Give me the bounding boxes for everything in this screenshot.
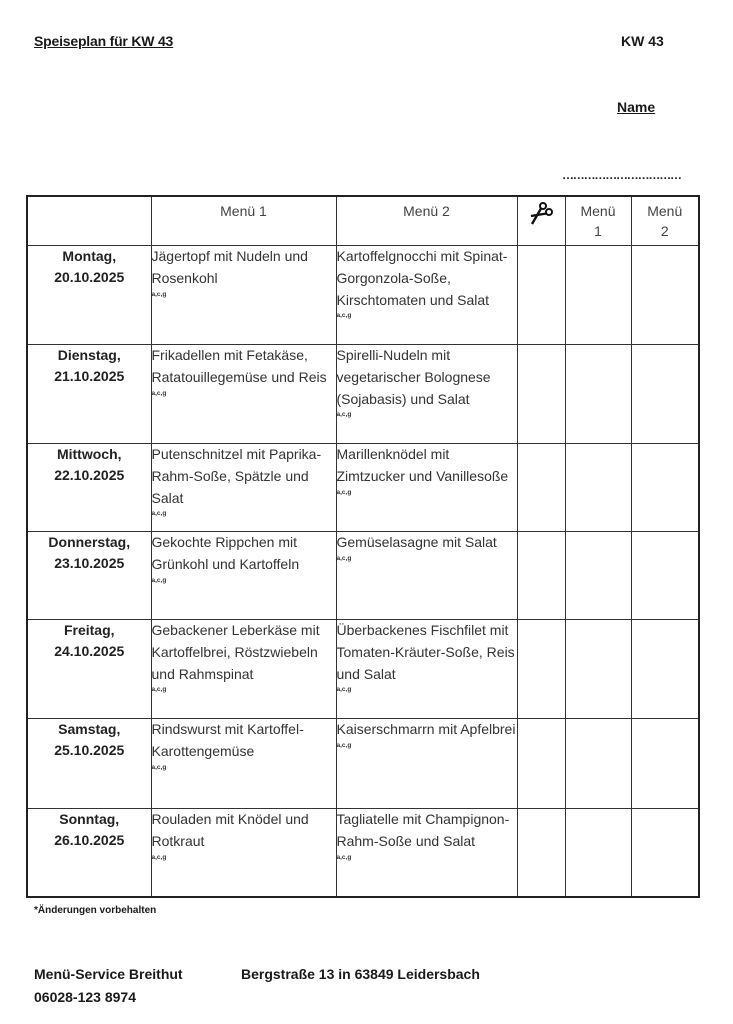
menu1-dish: Rouladen mit Knödel und Rotkraut bbox=[151, 811, 309, 849]
allergen-codes: a,c,g bbox=[336, 554, 352, 562]
day-cell: Dienstag, 21.10.2025 bbox=[27, 345, 151, 444]
allergen-codes: a,c,g bbox=[336, 853, 352, 861]
date: 23.10.2025 bbox=[54, 555, 125, 571]
table-row bbox=[27, 809, 699, 897]
menu2-cell bbox=[336, 246, 517, 345]
order-menu2-checkbox[interactable] bbox=[631, 719, 699, 809]
page-title: Speiseplan für KW 43 bbox=[34, 33, 174, 49]
menu2-cell bbox=[336, 345, 517, 444]
menu-table bbox=[26, 195, 700, 898]
allergen-codes: a,c,g bbox=[151, 853, 167, 861]
date: 26.10.2025 bbox=[54, 832, 125, 848]
allergen-codes: a,c,g bbox=[151, 686, 167, 694]
allergen-codes: a,c,g bbox=[336, 741, 352, 749]
order-menu1-checkbox[interactable] bbox=[565, 246, 631, 345]
table-row bbox=[27, 246, 699, 345]
table-row bbox=[27, 444, 699, 532]
cut-cell bbox=[517, 444, 565, 532]
menu2-cell bbox=[336, 719, 517, 809]
menu2-cell bbox=[336, 444, 517, 532]
menu2-cell bbox=[336, 532, 517, 620]
allergen-codes: a,c,g bbox=[151, 763, 167, 771]
menu2-dish: Kartoffelgnocchi mit Spinat-Gorgonzola-Soße, Kirschtomaten und Salat bbox=[336, 248, 508, 308]
menu1-dish: Frikadellen mit Fetakäse, Ratatouillegemüse und Reis bbox=[151, 347, 327, 385]
order-menu1-checkbox[interactable] bbox=[565, 532, 631, 620]
order-menu2-checkbox[interactable] bbox=[631, 246, 699, 345]
allergen-codes: a,c,g bbox=[336, 411, 352, 419]
date: 20.10.2025 bbox=[54, 269, 125, 285]
name-field-line[interactable]: …………………………… bbox=[562, 168, 681, 182]
order-menu2-checkbox[interactable] bbox=[631, 444, 699, 532]
menu2-dish: Überbackenes Fischfilet mit Tomaten-Kräuter-Soße, Reis und Salat bbox=[336, 622, 515, 682]
menu2-dish: Spirelli-Nudeln mit vegetarischer Bolognese (Sojabasis) und Salat bbox=[336, 347, 491, 407]
order-menu1-checkbox[interactable] bbox=[565, 719, 631, 809]
order-menu1-checkbox[interactable] bbox=[565, 809, 631, 897]
date: 22.10.2025 bbox=[54, 467, 125, 483]
order-menu2-checkbox[interactable] bbox=[631, 809, 699, 897]
day-cell: Samstag, 25.10.2025 bbox=[27, 719, 151, 809]
menu2-cell bbox=[336, 809, 517, 897]
week-label: KW 43 bbox=[621, 33, 664, 49]
order-menu1-checkbox[interactable] bbox=[565, 620, 631, 719]
date: 21.10.2025 bbox=[54, 368, 125, 384]
day-cell: Montag, 20.10.2025 bbox=[27, 246, 151, 345]
allergen-codes: a,c,g bbox=[336, 686, 352, 694]
menu2-dish: Marillenknödel mit Zimtzucker und Vanillesoße bbox=[336, 446, 509, 484]
table-row bbox=[27, 532, 699, 620]
header-menu2: Menü 2 bbox=[336, 196, 517, 246]
day-cell: Donnerstag, 23.10.2025 bbox=[27, 532, 151, 620]
header-row bbox=[27, 196, 699, 246]
header-day bbox=[27, 196, 151, 246]
cut-cell bbox=[517, 620, 565, 719]
menu1-dish: Gebackener Leberkäse mit Kartoffelbrei, Röstzwiebeln und Rahmspinat bbox=[151, 622, 320, 682]
company-name: Menü-Service Breithut bbox=[34, 966, 183, 982]
company-phone: 06028-123 8974 bbox=[34, 989, 136, 1005]
menu1-dish: Rindswurst mit Kartoffel-Karottengemüse bbox=[151, 721, 304, 759]
menu1-cell bbox=[151, 620, 336, 719]
cut-cell bbox=[517, 532, 565, 620]
menu1-cell bbox=[151, 809, 336, 897]
cut-cell bbox=[517, 809, 565, 897]
date: 24.10.2025 bbox=[54, 643, 125, 659]
order-menu1-checkbox[interactable] bbox=[565, 444, 631, 532]
menu1-cell bbox=[151, 345, 336, 444]
allergen-codes: a,c,g bbox=[151, 510, 167, 518]
allergen-codes: a,c,g bbox=[151, 389, 167, 397]
menu1-dish: Gekochte Rippchen mit Grünkohl und Kartoffeln bbox=[151, 534, 300, 572]
order-menu1-checkbox[interactable] bbox=[565, 345, 631, 444]
header-scissors bbox=[517, 196, 565, 246]
date: 25.10.2025 bbox=[54, 742, 125, 758]
menu2-dish: Tagliatelle mit Champignon-Rahm-Soße und Salat bbox=[336, 811, 510, 849]
company-address: Bergstraße 13 in 63849 Leidersbach bbox=[241, 966, 480, 982]
header-order-menu2: Menü 2 bbox=[631, 196, 699, 246]
cut-cell bbox=[517, 719, 565, 809]
menu2-dish: Gemüselasagne mit Salat bbox=[336, 534, 497, 550]
menu1-cell bbox=[151, 719, 336, 809]
allergen-codes: a,c,g bbox=[151, 576, 167, 584]
menu1-cell bbox=[151, 246, 336, 345]
footnote: *Änderungen vorbehalten bbox=[34, 905, 157, 916]
header-menu1: Menü 1 bbox=[151, 196, 336, 246]
menu2-dish: Kaiserschmarrn mit Apfelbrei bbox=[336, 721, 516, 737]
menu1-cell bbox=[151, 444, 336, 532]
allergen-codes: a,c,g bbox=[336, 488, 352, 496]
order-menu2-checkbox[interactable] bbox=[631, 620, 699, 719]
header-order-menu1: Menü 1 bbox=[565, 196, 631, 246]
day-cell: Mittwoch, 22.10.2025 bbox=[27, 444, 151, 532]
menu1-dish: Putenschnitzel mit Paprika-Rahm-Soße, Spätzle und Salat bbox=[151, 446, 322, 506]
table-row bbox=[27, 620, 699, 719]
table-row bbox=[27, 345, 699, 444]
day-cell: Freitag, 24.10.2025 bbox=[27, 620, 151, 719]
day-cell: Sonntag, 26.10.2025 bbox=[27, 809, 151, 897]
menu1-cell bbox=[151, 532, 336, 620]
menu1-dish: Jägertopf mit Nudeln und Rosenkohl bbox=[151, 248, 308, 286]
order-menu2-checkbox[interactable] bbox=[631, 345, 699, 444]
name-label: Name bbox=[617, 99, 656, 115]
cut-cell bbox=[517, 246, 565, 345]
scissors-icon bbox=[528, 201, 554, 227]
menu2-cell bbox=[336, 620, 517, 719]
table-row bbox=[27, 719, 699, 809]
order-menu2-checkbox[interactable] bbox=[631, 532, 699, 620]
allergen-codes: a,c,g bbox=[151, 290, 167, 298]
cut-cell bbox=[517, 345, 565, 444]
allergen-codes: a,c,g bbox=[336, 312, 352, 320]
